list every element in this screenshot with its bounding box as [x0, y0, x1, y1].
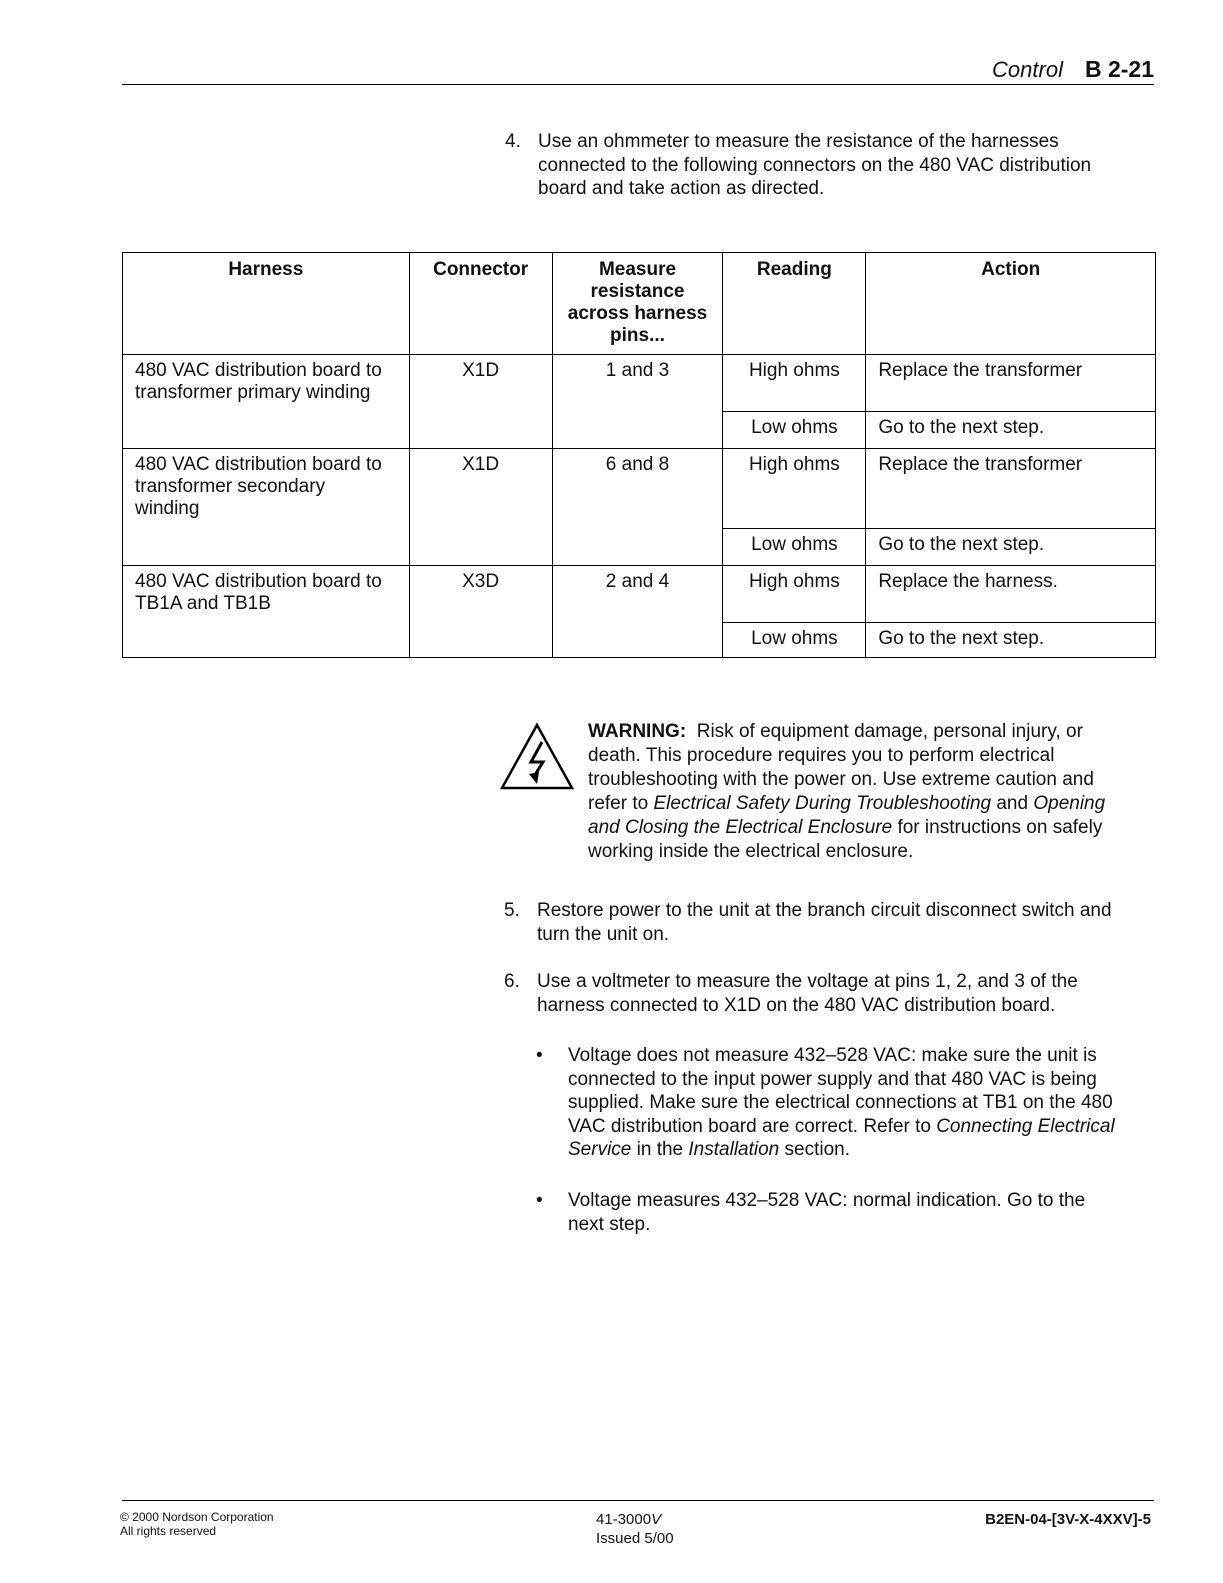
reference-service: Service — [568, 1139, 632, 1160]
reference-closing-enclosure: and Closing the Electrical Enclosure — [588, 817, 893, 838]
footer-copyright: © 2000 Nordson Corporation All rights reserved — [120, 1510, 274, 1538]
bullet-icon: • — [536, 1045, 543, 1066]
table-row — [123, 355, 1156, 412]
action-cell: Go to the next step. — [866, 623, 1156, 658]
bullet-icon: • — [536, 1190, 543, 1211]
step-text: Use a voltmeter to measure the voltage at pins 1, 2, and 3 of the harness connected to X1D on the 480 VAC distribution board. — [537, 971, 1078, 1016]
pins-cell: 1 and 3 — [552, 355, 723, 449]
col-header-harness: Harness — [123, 253, 410, 355]
col-header-reading: Reading — [723, 253, 866, 355]
action-cell: Replace the harness. — [866, 566, 1156, 623]
reading-cell: Low ohms — [723, 529, 866, 566]
reference-connecting-electrical: Connecting Electrical — [936, 1115, 1115, 1137]
harness-cell: 480 VAC distribution board to transformer secondary winding — [123, 449, 410, 566]
bullet-text: Voltage does not measure 432–528 VAC: make sure the unit is connected to the input power supply and that 480 VAC is being supplied. Make sure the electrical connections at TB1 on the 480 VAC distribution board are correct. Refer to Connecting Electrical Service in the Installation section. — [568, 1045, 1115, 1160]
warning-label: WARNING: — [588, 721, 687, 742]
reading-cell: High ohms — [723, 355, 866, 412]
step-number: 6. — [504, 971, 520, 992]
reading-cell: High ohms — [723, 566, 866, 623]
reading-cell: High ohms — [723, 449, 866, 529]
table-row — [123, 449, 1156, 529]
pins-cell: 2 and 4 — [552, 566, 723, 658]
bullet-text: Voltage measures 432–528 VAC: normal indication. Go to the next step. — [568, 1190, 1086, 1235]
reference-installation: Installation — [688, 1139, 780, 1160]
electrical-hazard-icon — [500, 722, 574, 790]
step-text: Restore power to the unit at the branch circuit disconnect switch and turn the unit on. — [537, 900, 1112, 945]
step-text: Use an ohmmeter to measure the resistance of the harnesses connected to the following connectors on the 480 VAC distribution board and take action as directed. — [538, 131, 1092, 199]
reading-cell: Low ohms — [723, 623, 866, 658]
col-header-measure: Measure resistance across harness pins... — [552, 253, 723, 355]
table-row — [123, 566, 1156, 623]
reference-opening: Opening — [1033, 793, 1106, 814]
action-cell: Go to the next step. — [866, 412, 1156, 449]
footer-divider — [122, 1500, 1154, 1501]
footer-doc-code: B2EN-04-[3V-X-4XXV]-5 — [985, 1511, 1151, 1528]
step-number: 4. — [505, 131, 521, 152]
harness-cell: 480 VAC distribution board to TB1A and TB1B — [123, 566, 410, 658]
action-cell: Go to the next step. — [866, 529, 1156, 566]
harness-cell: 480 VAC distribution board to transformer primary winding — [123, 355, 410, 449]
step-number: 5. — [504, 900, 520, 921]
reference-electrical-safety: Electrical Safety During Troubleshooting — [653, 793, 992, 814]
page-number: B 2-21 — [1084, 56, 1154, 82]
connector-cell: X1D — [409, 449, 552, 566]
footer-part-number: 41-3000V Issued 5/00 — [596, 1511, 674, 1547]
table-header-row — [123, 253, 1156, 355]
warning-text: WARNING: Risk of equipment damage, personal injury, or death. This procedure requires you to perform electrical troubleshooting with the power on. Use extreme caution and refer to Electrical Safety During Troubleshooting and Opening and Closing the Electrical Enclosure for instructions on safely working inside the electrical enclosure. — [588, 721, 1106, 862]
action-cell: Replace the transformer — [866, 449, 1156, 529]
reading-cell: Low ohms — [723, 412, 866, 449]
action-cell: Replace the transformer — [866, 355, 1156, 412]
section-title: Control — [992, 57, 1063, 82]
connector-cell: X1D — [409, 355, 552, 449]
col-header-action: Action — [866, 253, 1156, 355]
col-header-connector: Connector — [409, 253, 552, 355]
pins-cell: 6 and 8 — [552, 449, 723, 566]
connector-cell: X3D — [409, 566, 552, 658]
page-header — [122, 56, 1154, 85]
harness-resistance-table — [122, 252, 1156, 658]
